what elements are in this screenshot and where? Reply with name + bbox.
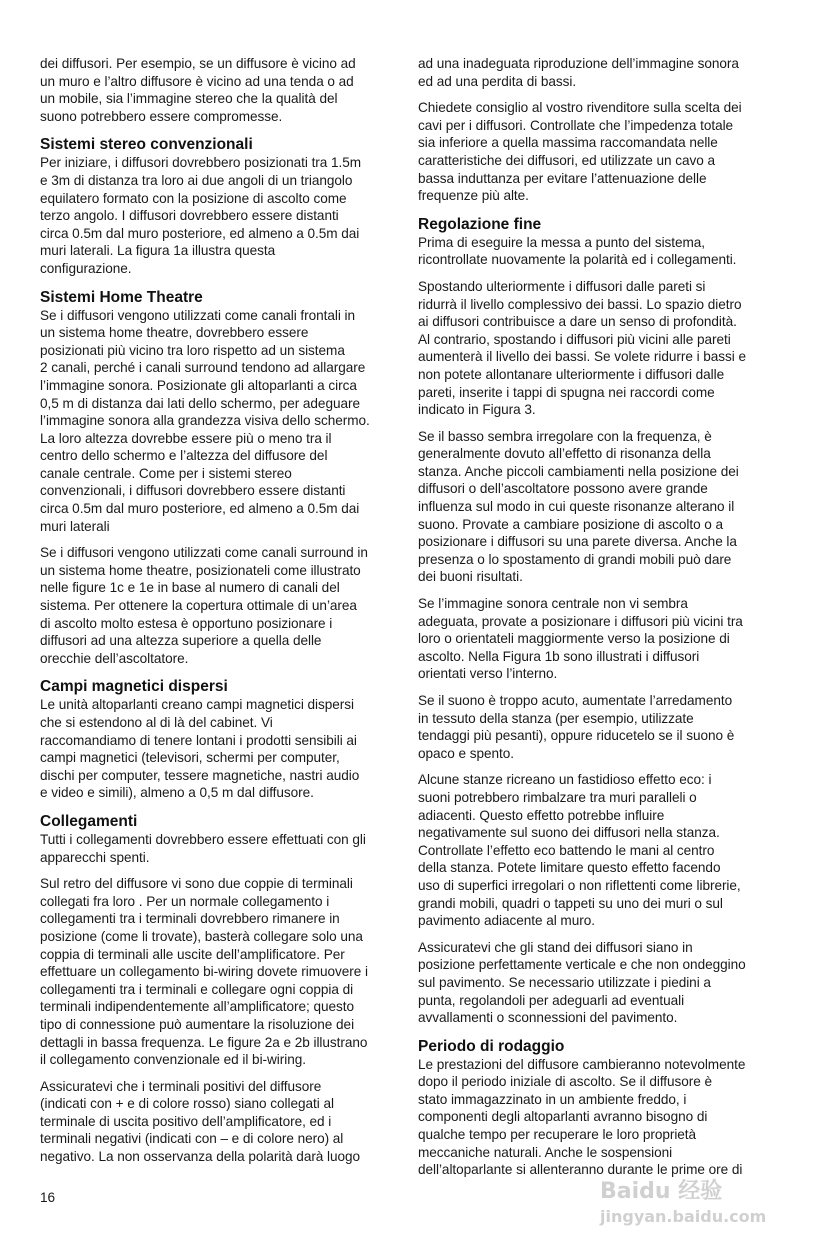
text-line: ai diffusori contribuisce a dare un senso di profondità. [418,314,737,330]
text-line: Per iniziare, i diffusori dovrebbero posizionati tra 1.5m [40,155,362,171]
text-line: cavi per i diffusori. Controllate che l’impedenza totale [418,117,734,133]
text-line: un sistema home theatre, posizionateli come illustrato [40,562,361,578]
text-line: pareti, inserite i tappi di spugna nei raccordi come [418,384,715,400]
text-line: l’immagine sonora. Posizionate gli altoparlanti a circa [40,377,357,393]
text-line: che si estendono al di là del cabinet. Vi [40,715,273,730]
text-line: dopo il periodo iniziale di ascolto. Se il diffusore è [418,1074,713,1090]
text-line: La loro altezza dovrebbe essere più o meno tra il [40,430,332,446]
text-line: 2 canali, perché i canali surround tendono ad allargare [40,360,366,376]
text-line: Le unità altoparlanti creano campi magnetici dispersi [40,697,354,713]
text-line: un muro e l’altro diffusore è vicino ad una tenda o ad [40,73,354,89]
text-line: opaco e spento. [418,745,514,761]
text-line: Se i diffusori vengono utilizzati come canali frontali in [40,307,356,323]
text-line: un sistema home theatre, dovrebbero essere [40,325,309,341]
text-line: Assicuratevi che gli stand dei diffusori siano in [418,939,693,955]
text-line: ad una inadeguata riproduzione dell’immagine sonora [418,56,739,71]
text-line: un mobile, sia l’immagine stereo che la qualità del [40,91,338,107]
text-line: adiacenti. Questo effetto potrebbe influire [418,807,665,823]
text-line: (indicati con + e di colore rosso) siano collegati al [40,1096,334,1112]
section-heading [418,215,793,234]
text-line: sistema. Per ottenere la copertura ottimale di un’area [40,598,357,614]
paragraph [418,278,793,419]
text-line: generalmente dovuto all’effetto di risonanza della [418,446,711,462]
text-line: bassa induttanza per evitare l’attenuazione delle [418,170,707,186]
text-line: indicato in Figura 3. [418,402,536,418]
text-line: posizionati più vicino tra loro rispetto ad un sistema [40,342,345,358]
text-line: avvallamenti o sconnessioni del pavimento. [418,1010,678,1026]
text-line: il collegamento convenzionale ed il bi-wiring. [40,1052,306,1068]
text-line: campi magnetici (televisori, schermi per computer, [40,750,340,766]
text-line: negativamente sul suono dei diffusori nella stanza. [418,825,720,841]
paragraph [40,875,415,1069]
text-line: posizionare i diffusori su una parete diversa. Anche la [418,534,737,550]
text-line: meccaniche naturali. Anche le sospensioni [418,1144,673,1160]
right-column [418,55,793,1188]
text-line: punta, regolandoli per adeguarli ad eventuali [418,992,685,1008]
text-line: muri laterali [40,518,110,534]
section-heading [40,288,415,307]
text-line: Se i diffusori vengono utilizzati come canali surround in [40,545,368,561]
section-heading [40,135,415,154]
text-line: uso di superfici irregolari o non riflettenti come librerie, [418,877,741,893]
text-line: l’immagine sonora alla grandezza visiva dello schermo. [40,413,370,429]
text-line: convenzionali, i diffusori dovrebbero essere distanti [40,483,346,499]
page-number: 16 [40,1190,56,1205]
text-line: Sistemi Home Theatre [40,288,203,306]
text-line: 0,5 m di distanza dai lati dello schermo, per adeguare [40,395,360,411]
section-heading [40,677,415,696]
text-line: Periodo di rodaggio [418,1037,565,1055]
text-line: dischi per computer, tessere magnetiche, nastri audio [40,767,360,783]
text-line: ascolto. Nella Figura 1b sono illustrati i diffusori [418,648,700,664]
text-line: tendaggi più pesanti), oppure riducetelo se il suono è [418,728,735,744]
text-line: pavimento adiacente al muro. [418,913,595,929]
text-line: Assicuratevi che i terminali positivi del diffusore [40,1078,322,1094]
text-line: Se il basso sembra irregolare con la frequenza, è [418,428,712,444]
text-line: equilatero formato con la posizione di ascolto come [40,190,347,206]
text-line: loro o orientateli maggiormente verso la posizione di [418,631,730,647]
text-line: Campi magnetici dispersi [40,678,228,696]
text-line: Se l’immagine sonora centrale non vi sembra [418,596,688,612]
paragraph [418,99,793,205]
paragraph [40,307,415,536]
text-line: Al contrario, spostando i diffusori più vicini alle pareti [418,331,731,347]
text-line: orientati verso l’interno. [418,666,558,682]
text-line: collegamenti tra i terminali dovrebbero rimanere in [40,911,340,927]
text-line: dettagli in bassa frequenza. Le figure 2a e 2b illustrano [40,1034,368,1050]
text-line: terminali indipendentemente all’amplificatore; questo [40,999,354,1015]
text-line: suono potrebbero essere compromesse. [40,108,283,124]
text-line: suono. Provate a cambiare posizione di ascolto o a [418,516,724,532]
text-line: Collegamenti [40,812,138,830]
text-line: collegati fra loro . Per un normale collegamento i [40,893,330,909]
text-line: coppia di terminali alle uscite dell’amplificatore. Per [40,946,345,962]
text-line: tipo di connessione può aumentare la risoluzione dei [40,1016,355,1032]
text-line: dei diffusori. Per esempio, se un diffusore è vicino ad [40,56,356,71]
paragraph [40,55,415,125]
text-line: Prima di eseguire la messa a punto del sistema, [418,234,706,250]
text-line: nelle figure 1c e 1e in base al numero di canali del [40,580,340,596]
text-line: aumenterà il livello dei bassi. Se volete ridurre i bassi e [418,349,746,365]
text-line: non potete allontanare ulteriormente i diffusori dalle [418,366,725,382]
text-line: suoni potrebbero rimbalzare tra muri paralleli o [418,789,697,805]
text-line: adeguata, provate a posizionare i diffusori più vicini tra [418,613,743,629]
text-line: stanza. Anche piccoli cambiamenti nella posizione dei [418,463,739,479]
text-line: posizione perfettamente verticale e che non ondeggino [418,957,746,973]
baidu-watermark-logo: Baidu 经验 [600,1179,723,1204]
text-line: Chiedete consiglio al vostro rivenditore sulla scelta dei [418,100,742,116]
text-line: e video e simili), almeno a 0,5 m dal diffusore. [40,785,314,801]
text-line: della stanza. Potete limitare questo effetto facendo [418,860,721,876]
text-line: qualche tempo per recuperare le loro proprietà [418,1127,697,1143]
text-line: in tessuto della stanza (per esempio, utilizzate [418,710,694,726]
text-line: Spostando ulteriormente i diffusori dalle pareti si [418,278,706,294]
paragraph [418,428,793,586]
paragraph [40,544,415,667]
text-line: centro dello schermo e l’altezza del diffusore del [40,448,328,464]
paragraph [418,55,793,90]
text-line: posizione (come li trovate), basterà collegare solo una [40,928,363,944]
text-line: Sistemi stereo convenzionali [40,136,253,154]
paragraph [40,696,415,802]
paragraph [418,939,793,1027]
paragraph [40,154,415,277]
text-line: dell’altoparlante si allenteranno durante le prime ore di [418,1162,743,1178]
text-line: canale centrale. Come per i sistemi stereo [40,465,292,481]
paragraph [40,831,415,866]
text-line: componenti degli altoparlanti avranno bisogno di [418,1109,708,1125]
paragraph [40,1078,415,1166]
text-line: terminali negativi (indicati con – e di colore nero) al [40,1131,344,1147]
text-line: frequenze più alte. [418,188,529,204]
text-line: apparecchi spenti. [40,849,150,865]
text-line: raccomandiamo di tenere lontani i prodotti sensibili ai [40,732,357,748]
text-line: sul pavimento. Se necessario utilizzate i piedini a [418,974,711,990]
text-line: ridurrà il livello complessivo dei bassi. Lo spazio dietro [418,296,742,312]
text-line: di ascolto molto estesa è opportuno posizionare i [40,615,333,631]
paragraph [418,234,793,269]
text-line: Alcune stanze ricreano un fastidioso effetto eco: i [418,772,712,788]
text-line: terminale di uscita positivo dell’amplificatore, ed i [40,1113,332,1129]
text-line: muri laterali. La figura 1a illustra questa [40,243,276,259]
text-line: Se il suono è troppo acuto, aumentate l’arredamento [418,693,733,708]
text-line: grandi mobili, quadri o tappeti su uno dei muri o sul [418,895,723,911]
text-line: stato immagazzinato in un ambiente freddo, i [418,1091,687,1107]
paragraph [418,692,793,762]
text-line: influenza sul modo in cui queste risonanze alterano il [418,499,735,515]
text-line: Regolazione fine [418,215,542,233]
text-line: ricontrollate nuovamente la polarità ed i collegamenti. [418,252,737,268]
text-line: configurazione. [40,260,132,276]
text-line: negativo. La non osservanza della polarità darà luogo [40,1149,361,1165]
paragraph [418,771,793,929]
text-line: e 3m di distanza tra loro ai due angoli di un triangolo [40,172,353,188]
text-line: circa 0.5m dal muro posteriore, ed almeno a 0.5m dai [40,225,360,241]
text-line: caratteristiche dei diffusori, ed utilizzate un cavo a [418,152,716,168]
baidu-watermark-url: jingyan.baidu.com [600,1207,767,1226]
text-line: effettuare un collegamento bi-wiring dovete rimuovere i [40,964,368,980]
text-line: Le prestazioni del diffusore cambieranno notevolmente [418,1056,746,1072]
text-line: terzo angolo. I diffusori dovrebbero essere distanti [40,208,339,224]
text-line: diffusori ad una altezza superiore a quella delle [40,633,322,649]
text-line: collegamenti tra i terminali e collegare ogni coppia di [40,981,354,997]
text-line: orecchie dell’ascoltatore. [40,650,189,666]
text-line: dei buoni risultati. [418,569,523,585]
left-column [40,55,415,1175]
text-line: circa 0.5m dal muro posteriore, ed almeno a 0.5m dai [40,501,360,517]
paragraph [418,1056,793,1179]
text-line: Controllate l’effetto eco battendo le mani al centro [418,842,715,858]
section-heading [40,812,415,831]
text-line: Tutti i collegamenti dovrebbero essere effettuati con gli [40,831,366,847]
section-heading [418,1037,793,1056]
text-line: sia inferiore a quella massima raccomandata nelle [418,135,718,151]
text-line: Sul retro del diffusore vi sono due coppie di terminali [40,876,353,892]
paragraph [418,595,793,683]
text-line: diffusori o dell’ascoltatore possono avere grande [418,481,708,497]
text-line: presenza o lo spostamento di grandi mobili può dare [418,551,732,567]
text-line: ed ad una perdita di bassi. [418,73,577,89]
